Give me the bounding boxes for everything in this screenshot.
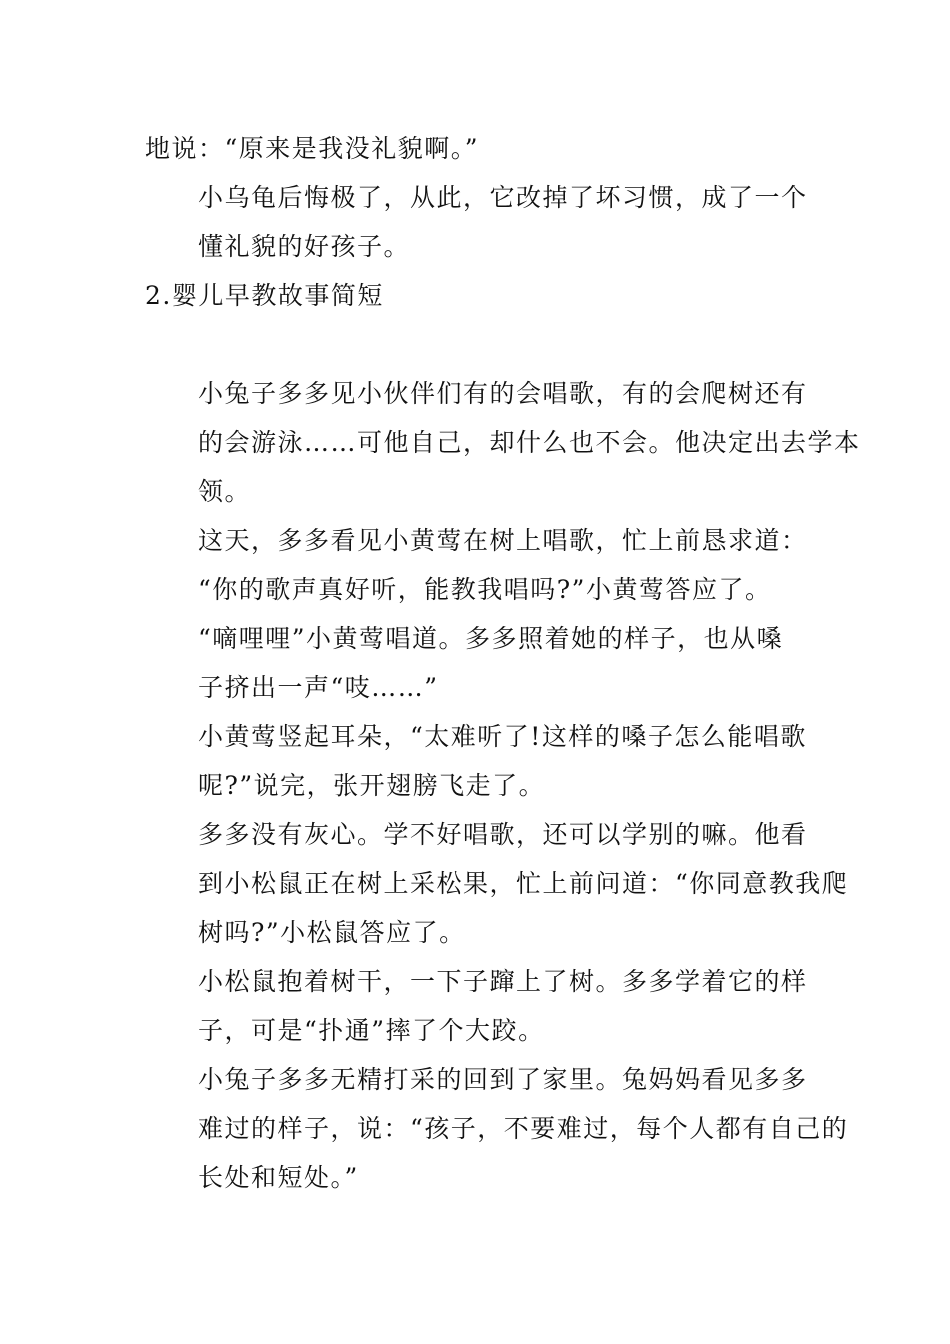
text-line: 小兔子多多无精打采的回到了家里。兔妈妈看见多多 xyxy=(198,1065,808,1094)
text-line: 小兔子多多见小伙伴们有的会唱歌，有的会爬树还有 xyxy=(198,379,808,408)
paragraph xyxy=(145,712,810,810)
paragraph xyxy=(145,810,849,957)
text-line: 树吗?”小松鼠答应了。 xyxy=(198,918,466,947)
text-line: 多多没有灰心。学不好唱歌，还可以学别的嘛。他看 xyxy=(198,820,808,849)
blank-line xyxy=(145,320,810,369)
text-line: 的会游泳……可他自己，却什么也不会。他决定出去学本 xyxy=(198,428,861,457)
text-line: 这天，多多看见小黄莺在树上唱歌，忙上前恳求道： xyxy=(198,526,808,555)
paragraph xyxy=(145,957,810,1055)
text-line: 地说：“原来是我没礼貌啊。” xyxy=(145,134,480,163)
text-line: 领。 xyxy=(198,477,252,506)
paragraph xyxy=(145,369,861,516)
paragraph xyxy=(145,516,810,614)
paragraph xyxy=(145,614,810,712)
text-line: 懂礼貌的好孩子。 xyxy=(198,232,411,261)
text-line: 2.婴儿早教故事简短 xyxy=(145,281,384,310)
text-line: 小黄莺竖起耳朵，“太难听了!这样的嗓子怎么能唱歌 xyxy=(198,722,807,751)
text-line: “你的歌声真好听，能教我唱吗?”小黄莺答应了。 xyxy=(198,575,772,604)
text-line: 长处和短处。” xyxy=(198,1163,359,1192)
text-line: 子，可是“扑通”摔了个大跤。 xyxy=(198,1016,545,1045)
text-line: 子挤出一声“吱……” xyxy=(198,673,439,702)
text-line: 呢?”说完，张开翅膀飞走了。 xyxy=(198,771,546,800)
text-line: 小乌龟后悔极了，从此，它改掉了坏习惯，成了一个 xyxy=(198,183,808,212)
document-body xyxy=(145,124,861,1202)
text-line: “嘀哩哩”小黄莺唱道。多多照着她的样子，也从嗓 xyxy=(198,624,784,653)
paragraph xyxy=(145,173,810,271)
paragraph xyxy=(145,124,810,173)
text-line: 小松鼠抱着树干，一下子蹿上了树。多多学着它的样 xyxy=(198,967,808,996)
text-line: 到小松鼠正在树上采松果，忙上前问道：“你同意教我爬 xyxy=(198,869,849,898)
section-heading xyxy=(145,271,810,320)
paragraph xyxy=(145,1055,849,1202)
text-line: 难过的样子，说：“孩子，不要难过，每个人都有自己的 xyxy=(198,1114,849,1143)
